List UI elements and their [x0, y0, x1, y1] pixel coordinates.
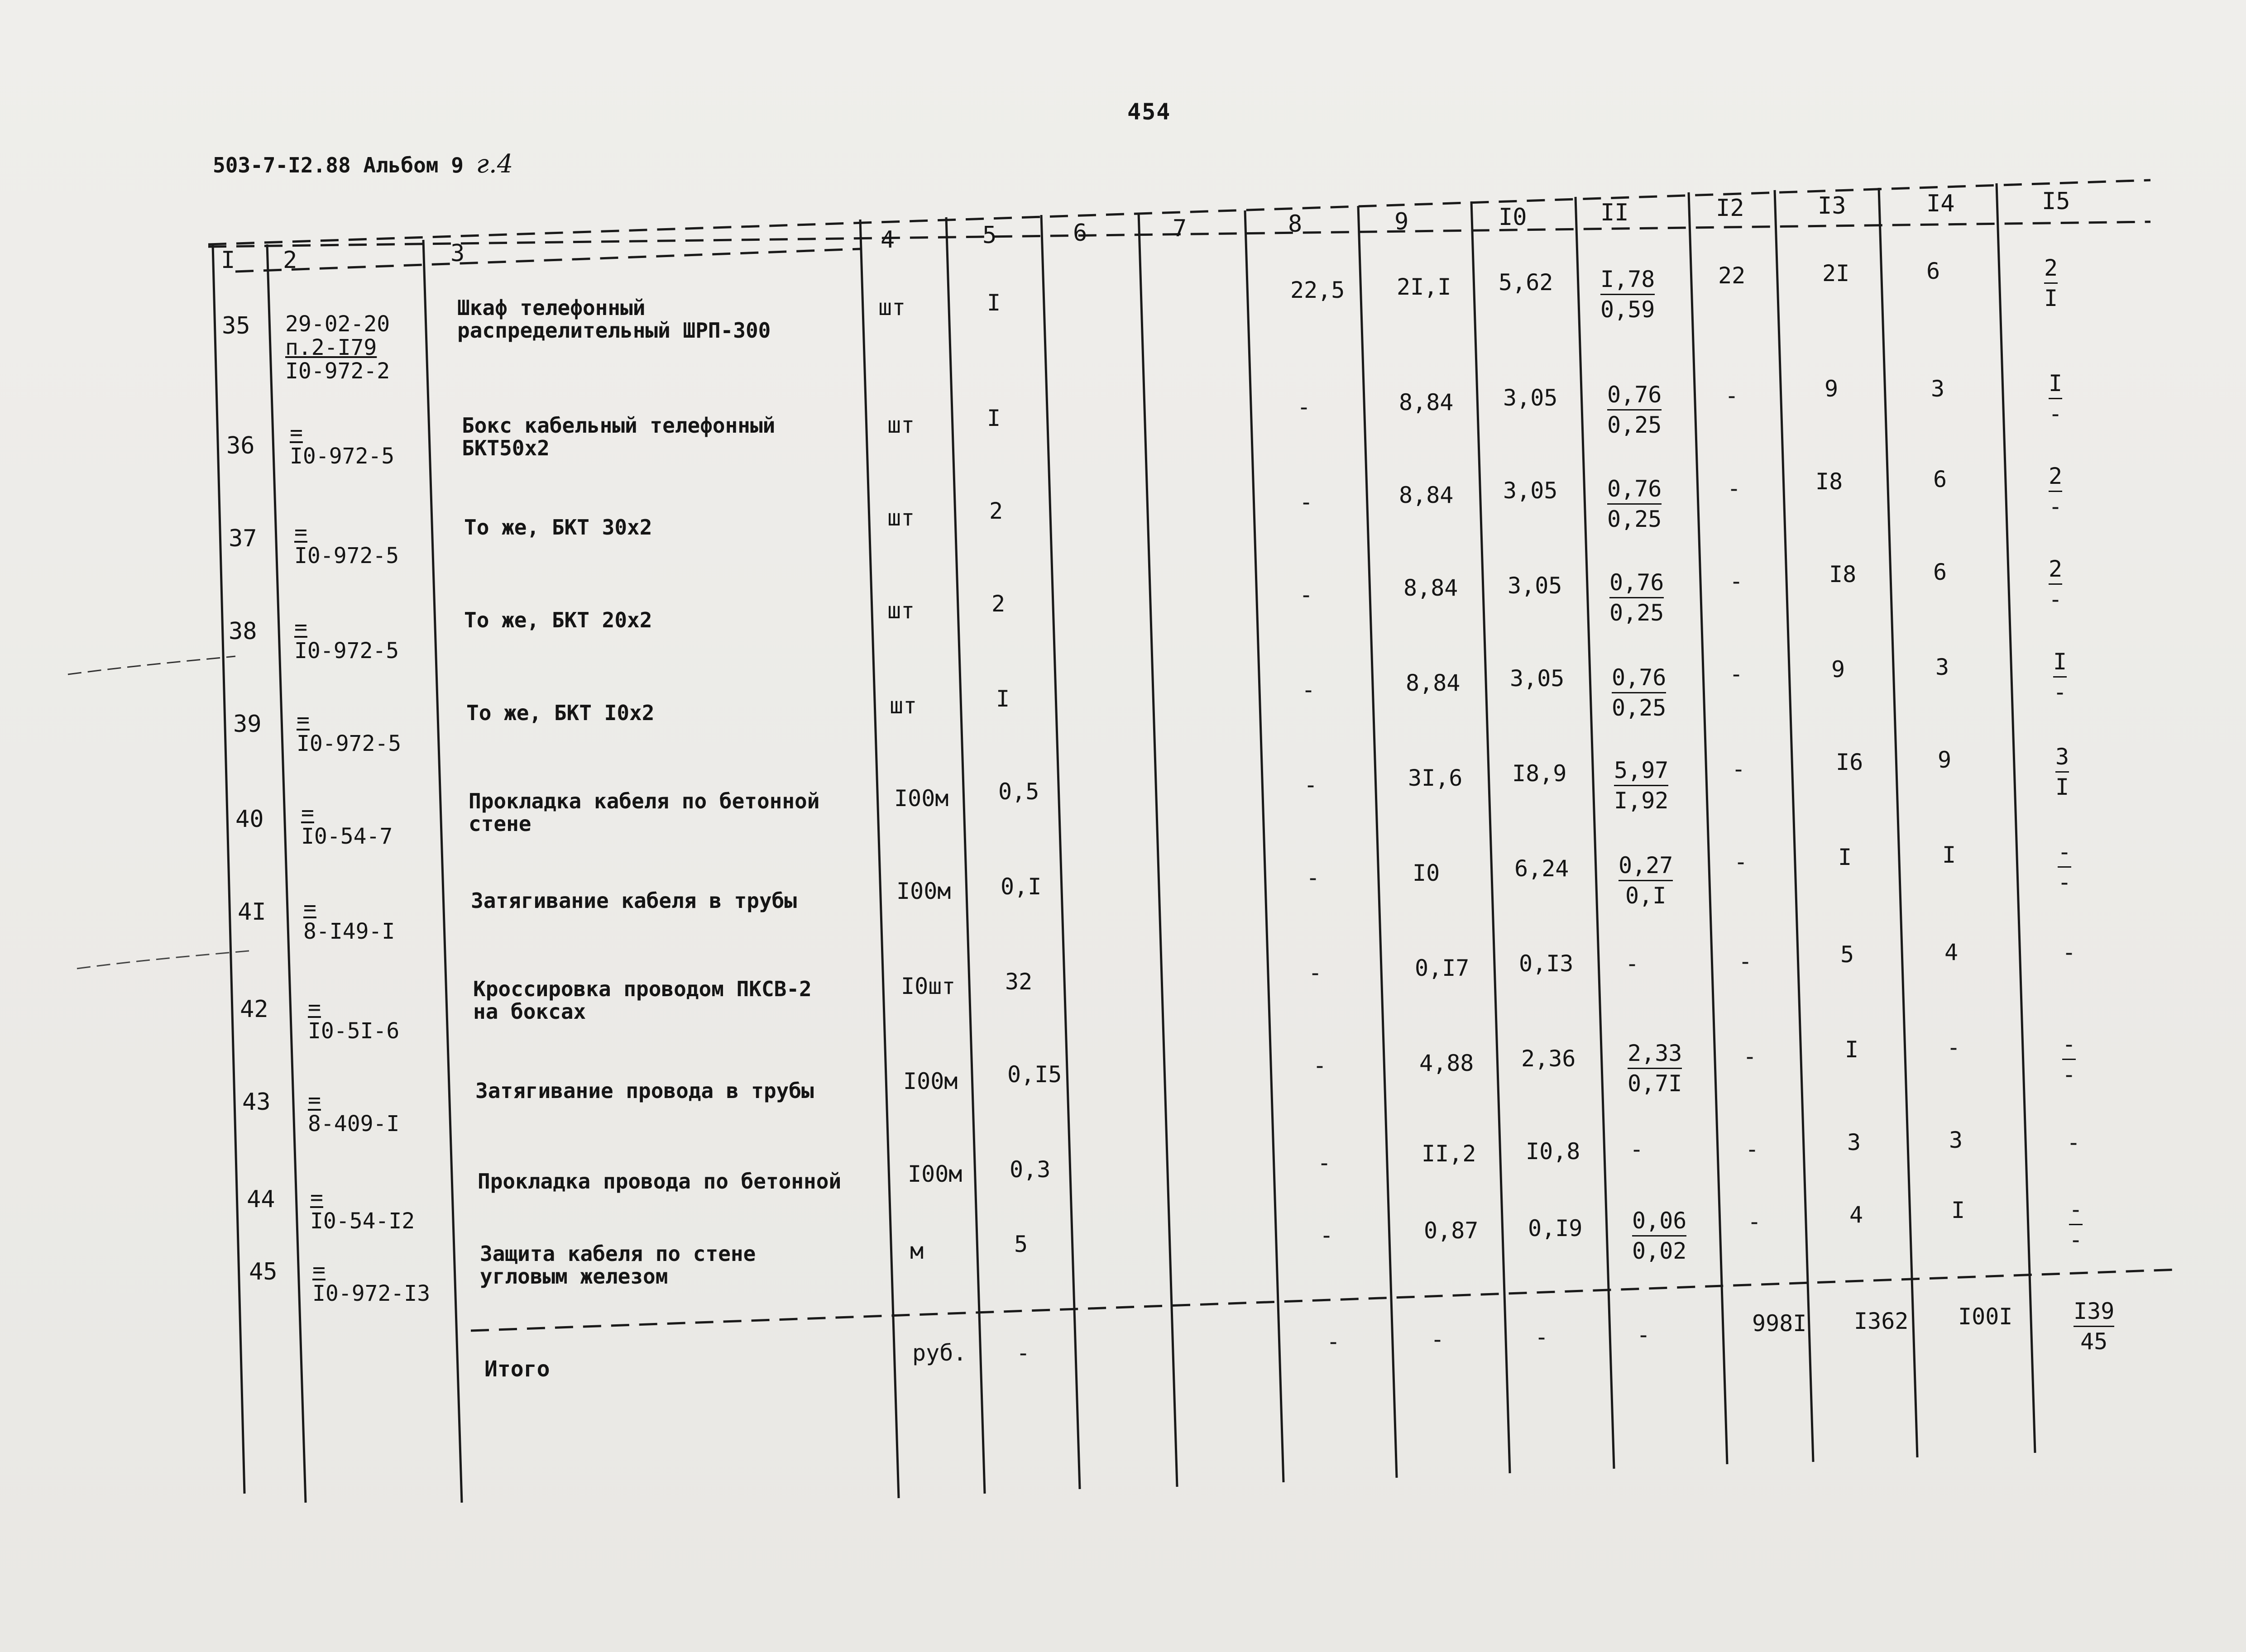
col10-value: 3,05: [1503, 385, 1558, 411]
col5-value: 0,3: [1010, 1156, 1051, 1183]
col11-top: I,78: [1600, 265, 1655, 295]
col15-value: -: [2062, 939, 2076, 965]
code-bottom: I0-54-I2: [310, 1208, 415, 1234]
col11-bottom: 0,02: [1632, 1238, 1687, 1264]
col14-value: 3: [1931, 376, 1945, 402]
col15-top: 2: [2049, 462, 2062, 492]
code-bottom: I0-5I-6: [308, 1018, 400, 1044]
col-line-12: [1689, 192, 1727, 1464]
col-line-13: [1775, 190, 1813, 1462]
col11-bottom: I,92: [1614, 788, 1669, 814]
col12-value: -: [1729, 568, 1743, 594]
col12-value: 22: [1718, 263, 1746, 289]
code-top: =: [312, 1257, 326, 1283]
header-col-11: II: [1600, 199, 1629, 226]
col-line-4: [860, 220, 899, 1498]
col8-value: -: [1302, 677, 1316, 703]
col12-value: -: [1738, 948, 1753, 974]
col14-value: 6: [1933, 559, 1947, 585]
col15-top: -: [2069, 1195, 2083, 1225]
col12-value: -: [1727, 475, 1741, 501]
col-line-7: [1139, 213, 1177, 1487]
unit: I00м: [894, 785, 949, 812]
col9-value: 4,88: [1419, 1050, 1474, 1076]
col11-fraction: [1607, 380, 1662, 439]
col10-value: 3,05: [1508, 573, 1562, 599]
code-top: 29-02-20: [285, 311, 390, 337]
col11-top: 0,76: [1612, 663, 1666, 693]
code-top: =: [290, 420, 303, 445]
col15-bottom: -: [2049, 493, 2063, 520]
norm-code: [308, 1089, 399, 1136]
row-number: 37: [229, 525, 257, 552]
col8-value: -: [1308, 960, 1322, 986]
header-col-15: I5: [2042, 188, 2070, 215]
norm-code: [312, 1258, 430, 1305]
col10-value: I8,9: [1512, 760, 1567, 787]
item-description: Защита кабеля по стене угловым железом: [480, 1241, 756, 1289]
col-line-5: [946, 217, 985, 1494]
col13-value: I: [1838, 844, 1852, 870]
col15-top: I: [2053, 647, 2067, 678]
norm-code: [308, 996, 399, 1043]
unit: I00м: [908, 1161, 963, 1187]
col15-bottom: I: [2055, 774, 2069, 800]
col11-fraction: [1628, 1039, 1682, 1098]
col15-fraction: [2049, 554, 2062, 614]
item-description: То же, БКТ 20х2: [464, 608, 652, 632]
col5-value: 2: [989, 498, 1003, 524]
total-col15-fraction: [2074, 1297, 2114, 1356]
item-description: То же, БКТ I0х2: [466, 701, 655, 725]
code-top: =: [310, 1185, 323, 1210]
col8-value: -: [1297, 394, 1311, 420]
col15-top: 3: [2055, 742, 2069, 773]
col9-value: 8,84: [1399, 482, 1454, 508]
col15-top: I: [2049, 369, 2062, 399]
col14-value: 3: [1935, 654, 1949, 680]
col11-fraction: [1609, 568, 1664, 627]
col8-value: -: [1320, 1222, 1334, 1248]
total-col11: -: [1637, 1322, 1651, 1348]
col5-value: 5: [1014, 1231, 1028, 1257]
col12-value: -: [1729, 661, 1743, 687]
total-col14: I00I: [1958, 1303, 2013, 1330]
col9-value: II,2: [1422, 1141, 1476, 1167]
col10-value: 3,05: [1510, 665, 1565, 692]
col15-bottom: -: [2053, 679, 2067, 705]
col11-top: 0,76: [1609, 568, 1664, 598]
col11-fraction: [1614, 756, 1668, 815]
col11-fraction: [1632, 1206, 1686, 1265]
code-top: =: [297, 707, 310, 733]
col15-bottom: -: [2058, 869, 2072, 895]
col11-bottom: 0,25: [1607, 506, 1662, 532]
row-number: 43: [242, 1089, 271, 1116]
header-col-6: 6: [1073, 220, 1087, 247]
col11-top: 5,97: [1614, 756, 1668, 786]
col15-top: 2: [2049, 554, 2062, 585]
col15-fraction: [2049, 462, 2062, 521]
crease-mark: [77, 950, 254, 969]
col-line-15: [1997, 183, 2035, 1453]
col13-value: 5: [1840, 941, 1854, 968]
row-number: 39: [233, 711, 262, 738]
crease-mark: [68, 656, 235, 674]
col11-bottom: 0,7I: [1628, 1070, 1682, 1097]
total-col10: -: [1535, 1324, 1549, 1350]
header-col-3: 3: [450, 240, 465, 267]
col10-value: 0,I3: [1519, 950, 1574, 977]
col5-value: I: [996, 686, 1010, 712]
col13-value: 9: [1831, 656, 1845, 683]
col11-bottom: 0,59: [1600, 296, 1655, 323]
document-code-text: 503-7-I2.88 Альбом 9: [213, 153, 464, 177]
total-label: Итого: [484, 1356, 550, 1382]
col11-value: -: [1630, 1136, 1644, 1162]
code-bottom: I0-972-I3: [312, 1281, 431, 1306]
row-number: 44: [247, 1186, 275, 1213]
col11-top: 0,76: [1607, 474, 1662, 505]
row-number: 38: [229, 618, 257, 645]
col11-top: 0,76: [1607, 380, 1662, 411]
handwritten-note: г.4: [476, 149, 513, 179]
col11-fraction: [1607, 474, 1662, 534]
row-number: 36: [226, 432, 255, 459]
col5-value: I: [987, 405, 1001, 431]
col13-value: 3: [1847, 1129, 1861, 1155]
col9-value: 8,84: [1399, 389, 1454, 415]
col11-fraction: [1600, 265, 1655, 324]
col13-value: 2I: [1822, 260, 1850, 286]
code-top: =: [294, 615, 307, 640]
norm-code: [290, 421, 394, 468]
norm-code: [301, 801, 393, 848]
col10-value: 6,24: [1514, 855, 1569, 882]
col15-fraction: [2062, 1030, 2076, 1089]
col12-value: -: [1745, 1136, 1759, 1162]
row-number: 35: [222, 312, 250, 339]
code-bottom: I0-972-5: [297, 731, 402, 756]
col13-value: I8: [1815, 468, 1843, 495]
col14-value: 4: [1944, 939, 1959, 965]
col-line-6: [1041, 215, 1080, 1489]
col9-value: I0: [1413, 860, 1440, 886]
norm-code: [294, 616, 399, 663]
col10-value: 2,36: [1521, 1046, 1576, 1072]
item-description: Кроссировка проводом ПКСВ-2 на боксах: [473, 977, 812, 1024]
norm-code: [297, 708, 401, 755]
col10-value: 3,05: [1503, 477, 1558, 504]
col15-bottom: I: [2044, 285, 2058, 311]
col15-fraction: [2055, 742, 2069, 802]
col15-top: 2: [2044, 253, 2058, 284]
total-col9: -: [1431, 1326, 1445, 1352]
norm-code: [294, 520, 399, 568]
unit: I0шт: [901, 973, 956, 999]
col5-value: 0,5: [998, 778, 1039, 805]
item-description: Бокс кабельный телефонный БКТ50х2: [462, 413, 776, 460]
col14-value: 6: [1933, 466, 1947, 492]
col13-value: I6: [1836, 749, 1863, 775]
total-col13: I362: [1854, 1308, 1909, 1334]
col8-value: 22,5: [1290, 277, 1345, 303]
col11-top: 2,33: [1628, 1039, 1682, 1069]
code-bottom: I0-54-7: [301, 824, 393, 849]
col8-value: -: [1313, 1052, 1327, 1079]
col14-value: 9: [1938, 747, 1952, 773]
header-col-2: 2: [283, 247, 297, 274]
col15-value: -: [2067, 1129, 2081, 1155]
item-description: Шкаф телефонный распределительный ШРП-300: [457, 296, 771, 343]
col14-value: -: [1947, 1034, 1961, 1060]
col-line-1: [213, 244, 244, 1494]
row-number: 45: [249, 1258, 278, 1285]
col14-value: I: [1942, 842, 1956, 868]
total-col5: -: [1016, 1340, 1030, 1366]
header-col-12: I2: [1716, 195, 1744, 222]
total-col15-bottom: 45: [2080, 1328, 2108, 1355]
row-number: 40: [235, 806, 264, 833]
header-col-14: I4: [1926, 190, 1955, 217]
header-col-7: 7: [1173, 215, 1187, 242]
code-bottom: I0-972-5: [290, 444, 395, 469]
col9-value: 2I,I: [1397, 274, 1451, 300]
col9-value: 0,I7: [1415, 955, 1470, 981]
row-number: 4I: [238, 898, 266, 926]
col10-value: I0,8: [1526, 1138, 1580, 1165]
col10-value: 5,62: [1499, 269, 1553, 296]
code-bottom: 8-I49-I: [303, 919, 395, 944]
col15-fraction: [2053, 647, 2067, 707]
col15-bottom: -: [2062, 1061, 2076, 1088]
col11-top: 0,06: [1632, 1206, 1686, 1237]
col15-fraction: [2044, 253, 2058, 313]
col13-value: 4: [1849, 1202, 1863, 1228]
col9-value: 8,84: [1403, 575, 1458, 601]
col5-value: I: [987, 290, 1001, 316]
unit: шт: [887, 505, 915, 531]
header-col-13: I3: [1818, 192, 1846, 220]
col15-bottom: -: [2069, 1227, 2083, 1253]
col8-value: -: [1299, 582, 1313, 608]
col-line-3: [423, 240, 462, 1503]
total-col8: -: [1327, 1328, 1341, 1355]
item-description: То же, БКТ 30х2: [464, 515, 652, 540]
item-description: Прокладка кабеля по бетонной стене: [469, 789, 820, 836]
unit: шт: [887, 412, 915, 438]
col11-top: 0,27: [1619, 851, 1673, 881]
unit: I00м: [903, 1068, 958, 1094]
col12-value: -: [1748, 1208, 1762, 1235]
col11-value: -: [1625, 950, 1639, 977]
norm-code: [310, 1186, 415, 1233]
header-col-10: I0: [1499, 204, 1527, 231]
col12-value: -: [1734, 849, 1748, 875]
col-line-14: [1879, 188, 1917, 1457]
unit: м: [910, 1238, 924, 1264]
code-top: =: [294, 520, 307, 545]
col5-value: 0,I: [1001, 874, 1042, 900]
row-number: 42: [240, 996, 268, 1023]
code-bottom: 8-409-I: [308, 1111, 400, 1136]
col11-bottom: 0,I: [1625, 883, 1667, 909]
col8-value: -: [1317, 1150, 1331, 1176]
total-col12: 998I: [1752, 1310, 1807, 1337]
col12-value: -: [1732, 756, 1746, 782]
col8-value: -: [1304, 772, 1318, 798]
col11-fraction: [1619, 851, 1673, 910]
col15-bottom: -: [2049, 586, 2063, 612]
col5-value: 2: [991, 591, 1006, 617]
item-description: Прокладка провода по бетонной: [478, 1169, 842, 1194]
code-mid: п.2-I79: [285, 335, 377, 360]
unit: шт: [878, 294, 906, 320]
unit: шт: [890, 692, 917, 719]
col15-bottom: -: [2049, 401, 2063, 427]
col11-fraction: [1612, 663, 1666, 722]
col8-value: -: [1299, 489, 1313, 515]
col13-value: 9: [1825, 376, 1839, 402]
norm-code: [285, 312, 390, 383]
header-col-4: 4: [881, 226, 895, 253]
col15-top: -: [2058, 837, 2071, 868]
code-bottom: I0-972-2: [285, 358, 390, 384]
code-top: =: [301, 800, 314, 826]
norm-code: [303, 896, 395, 943]
col14-value: 3: [1949, 1127, 1963, 1153]
col11-bottom: 0,25: [1612, 695, 1667, 721]
total-col15-top: I39: [2074, 1297, 2114, 1327]
code-bottom: I0-972-5: [294, 638, 399, 664]
col-line-9: [1358, 206, 1397, 1478]
col8-value: -: [1306, 864, 1320, 891]
col15-fraction: [2069, 1195, 2083, 1254]
col5-value: 0,I5: [1007, 1061, 1062, 1088]
total-unit: руб.: [912, 1340, 967, 1366]
page-number: 454: [1127, 99, 1171, 125]
col14-value: I: [1951, 1197, 1965, 1223]
code-bottom: I0-972-5: [294, 543, 399, 568]
col5-value: 32: [1005, 969, 1033, 995]
col11-bottom: 0,25: [1609, 600, 1664, 626]
col12-value: -: [1725, 382, 1739, 409]
col15-fraction: [2058, 837, 2071, 897]
header-col-8: 8: [1288, 210, 1303, 238]
col15-fraction: [2049, 369, 2062, 428]
item-description: Затягивание провода в трубы: [475, 1079, 814, 1103]
code-top: =: [303, 895, 316, 921]
code-top: =: [308, 1088, 321, 1113]
unit: шт: [887, 597, 915, 624]
col11-bottom: 0,25: [1607, 412, 1662, 438]
header-col-5: 5: [982, 222, 997, 249]
col9-value: 0,87: [1424, 1218, 1479, 1244]
header-bottom-line: [235, 249, 860, 272]
col14-value: 6: [1926, 258, 1940, 284]
col15-top: -: [2062, 1030, 2076, 1060]
col-line-8: [1245, 210, 1283, 1482]
header-col-1: I: [221, 247, 235, 274]
code-top: =: [308, 995, 321, 1020]
item-description: Затягивание кабеля в трубы: [471, 888, 797, 913]
col9-value: 8,84: [1406, 670, 1461, 696]
col13-value: I: [1845, 1036, 1859, 1063]
col12-value: -: [1743, 1043, 1757, 1070]
col10-value: 0,I9: [1528, 1215, 1583, 1241]
col9-value: 3I,6: [1408, 765, 1463, 791]
header-col-9: 9: [1394, 208, 1409, 235]
col13-value: I8: [1829, 561, 1857, 587]
unit: I00м: [896, 878, 951, 904]
